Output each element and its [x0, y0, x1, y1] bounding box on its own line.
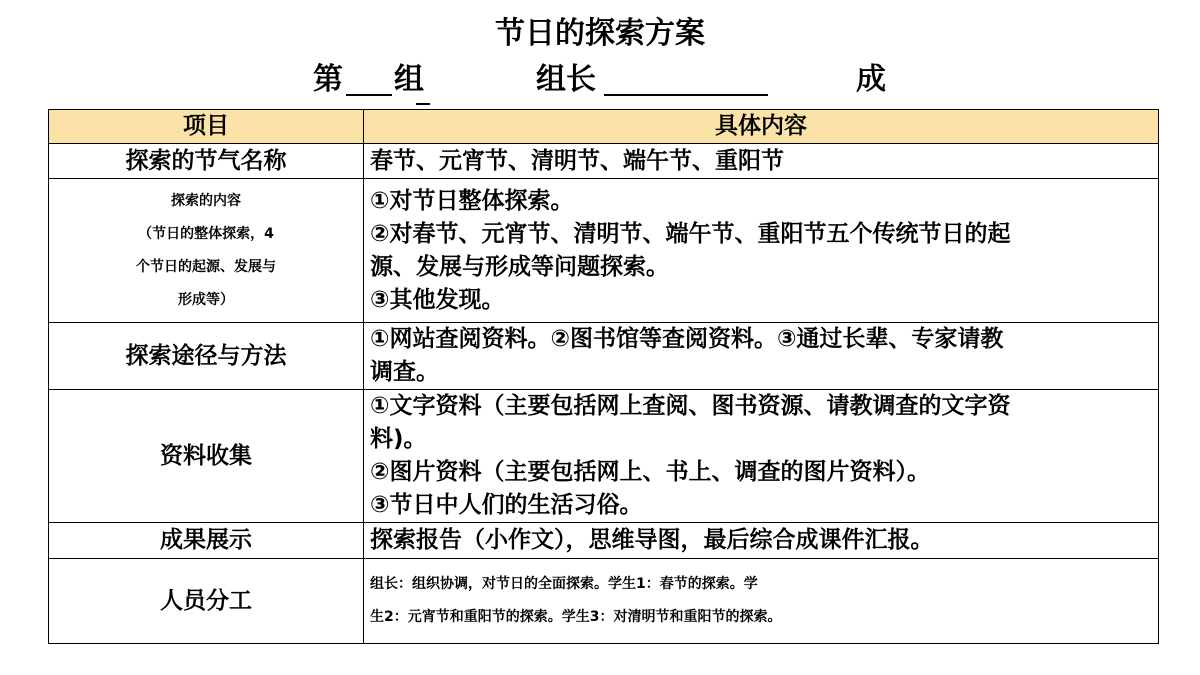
- group-members-label: 成: [856, 62, 886, 97]
- row-label: [49, 179, 364, 323]
- row-label-line: 探索的节气名称: [125, 147, 287, 174]
- underline-dash: [416, 103, 430, 105]
- row-label: [49, 144, 364, 179]
- row-content-line: 调查。: [370, 359, 439, 385]
- row-content-line: ③其他发现。: [370, 286, 505, 313]
- row-label: [49, 323, 364, 390]
- row-label-line: 资料收集: [160, 442, 252, 469]
- column-header-content: 具体内容: [364, 110, 1159, 144]
- group-leader-label: 组长: [536, 62, 596, 97]
- row-content-line: ①文字资料（主要包括网上查阅、图书资源、请教调查的文字资: [370, 393, 1011, 419]
- row-label-line: 探索的内容: [171, 192, 241, 209]
- row-label: [49, 559, 364, 644]
- plan-table: [48, 109, 1159, 644]
- row-content: [364, 523, 1159, 559]
- row-content-line: 春节、元宵节、清明节、端午节、重阳节: [370, 147, 784, 174]
- table-row: [49, 523, 1159, 559]
- page-title: 节日的探索方案: [495, 16, 705, 51]
- row-content: [364, 323, 1159, 390]
- row-content-line: 生2：元宵节和重阳节的探索。学生3：对清明节和重阳节的探索。: [370, 609, 782, 625]
- row-content-line: ②对春节、元宵节、清明节、端午节、重阳节五个传统节日的起: [370, 220, 1011, 247]
- row-content-line: 探索报告（小作文），思维导图，最后综合成课件汇报。: [370, 527, 934, 553]
- table-row: [49, 179, 1159, 323]
- row-content-line: ①对节日整体探索。: [370, 187, 574, 214]
- group-leader-blank[interactable]: [604, 94, 768, 96]
- row-label: [49, 390, 364, 523]
- row-label-line: 个节日的起源、发展与: [136, 258, 276, 275]
- table-row: [49, 144, 1159, 179]
- row-content: [364, 144, 1159, 179]
- row-content: [364, 179, 1159, 323]
- column-header-item: 项目: [49, 110, 364, 144]
- row-label-line: 成果展示: [160, 527, 252, 553]
- row-label-line: （节日的整体探索，4: [138, 225, 274, 242]
- row-content-line: 源、发展与形成等问题探索。: [370, 253, 669, 280]
- table-row: [49, 559, 1159, 644]
- table-header-row: [49, 110, 1159, 144]
- row-label-line: 形成等）: [178, 291, 234, 308]
- row-content: [364, 390, 1159, 523]
- row-label: [49, 523, 364, 559]
- row-content-line: 组长：组织协调，对节日的全面探索。学生1：春节的探索。学: [370, 576, 758, 592]
- table-row: [49, 323, 1159, 390]
- row-label-line: 人员分工: [160, 587, 252, 614]
- row-content-line: ③节日中人们的生活习俗。: [370, 492, 643, 518]
- group-suffix: 组: [394, 62, 424, 97]
- row-content-line: 料)。: [370, 426, 427, 452]
- table-row: [49, 390, 1159, 523]
- row-content: [364, 559, 1159, 644]
- group-prefix: 第: [313, 62, 343, 97]
- row-content-line: ②图片资料（主要包括网上、书上、调查的图片资料）。: [370, 459, 930, 485]
- row-label-line: 探索途径与方法: [125, 342, 287, 369]
- row-content-line: ①网站查阅资料。②图书馆等查阅资料。③通过长辈、专家请教: [370, 326, 1004, 352]
- group-number-blank[interactable]: [346, 94, 392, 96]
